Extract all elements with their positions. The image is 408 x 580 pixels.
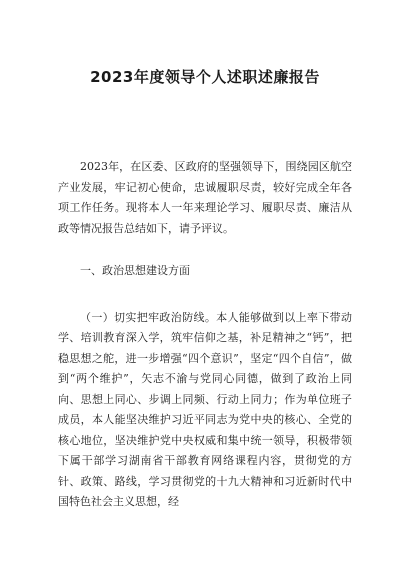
section-heading: 一、政治思想建设方面 [80,264,190,277]
document-title: 2023年度领导个人述职述廉报告 [90,68,320,86]
section-paragraph: （一）切实把牢政治防线。本人能够做到以上率下带动学、培训教育深入学，筑牢信仰之基，补足精神之“钙”，把稳思想之舵，进一步增强“四个意识”，坚定“四个自信”，做到“两个维护”，矢志不渝与党同心同德，做到了政治上同向、思想上同心、步调上同频、行动上同力；作为单位班子成员，本人能坚决维护习近平同志为党中央的核心、全党的核心地位，坚决维护党中央权威和集中统一领导，积极带领下属干部学习湖南省干部教育网络课程内容，贯彻党的方针、政策、路线，学习贯彻党的十九大精神和习近新时代中国特色社会主义思想，经 [58,310,352,508]
intro-paragraph: 2023年，在区委、区政府的坚强领导下，围绕园区航空产业发展，牢记初心使命，忠诚履职尽责，较好完成全年各项工作任务。现将本人一年来理论学习、履职尽责、廉洁从政等情况报告总结如下，请予评议。 [58,160,352,235]
